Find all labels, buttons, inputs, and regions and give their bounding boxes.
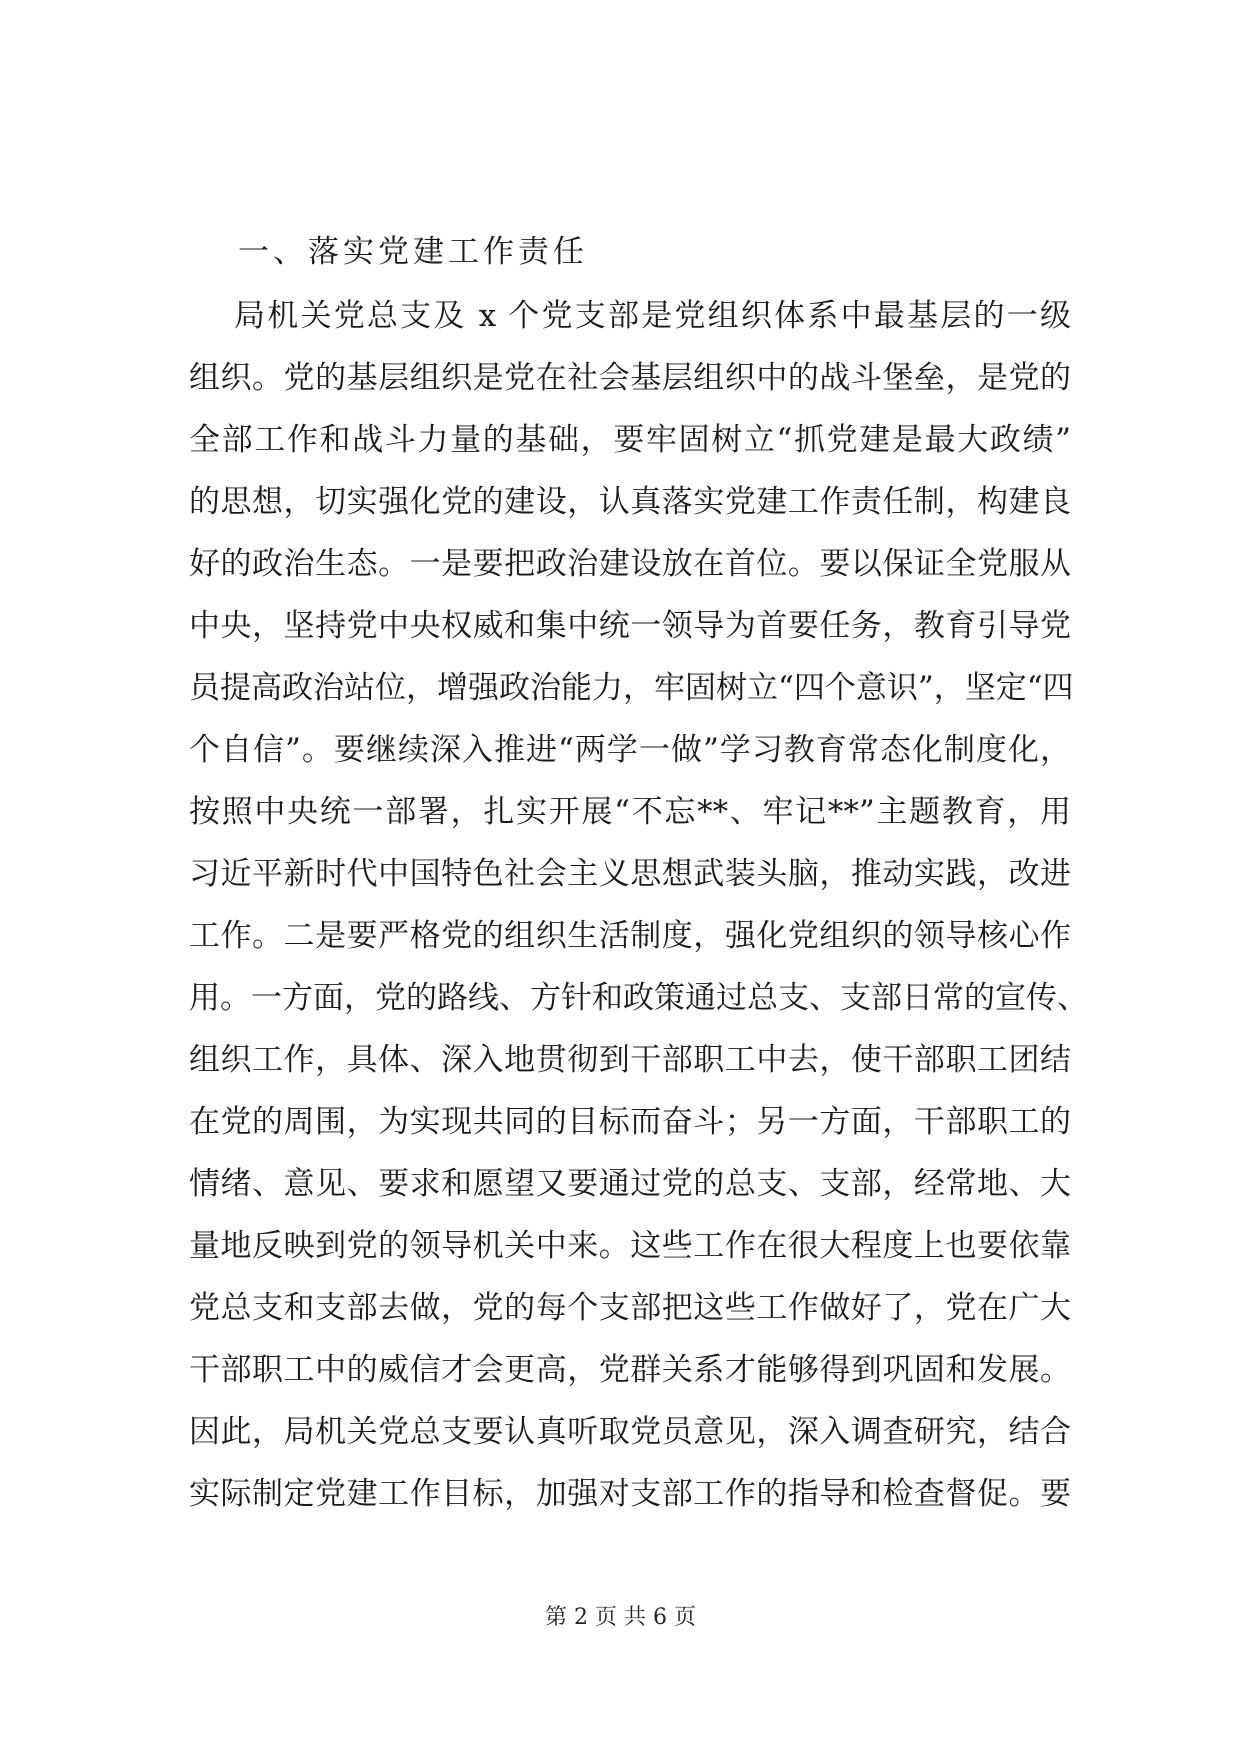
text-line: 因此，局机关党总支要认真听取党员意见，深入调查研究，结合 <box>189 1414 1071 1450</box>
text-line: 按照中央统一部署，扎实开展“不忘**、牢记**”主题教育，用 <box>189 794 1071 830</box>
text-line: 量地反映到党的领导机关中来。这些工作在很大程度上也要依靠 <box>189 1228 1071 1264</box>
text-line: 组织。党的基层组织是党在社会基层组织中的战斗堡垒，是党的 <box>189 360 1071 396</box>
text-line: 情绪、意见、要求和愿望又要通过党的总支、支部，经常地、大 <box>189 1166 1071 1202</box>
text-line: 好的政治生态。一是要把政治建设放在首位。要以保证全党服从 <box>189 546 1071 582</box>
text-line: 的思想，切实强化党的建设，认真落实党建工作责任制，构建良 <box>189 484 1071 520</box>
page-number-footer: 第 2 页 共 6 页 <box>545 1605 696 1630</box>
text-line: 在党的周围，为实现共同的目标而奋斗；另一方面，干部职工的 <box>189 1104 1071 1140</box>
text-line: 个自信”。要继续深入推进“两学一做”学习教育常态化制度化， <box>189 732 1071 768</box>
text-line: 习近平新时代中国特色社会主义思想武装头脑，推动实践，改进 <box>189 856 1071 892</box>
text-line: 工作。二是要严格党的组织生活制度，强化党组织的领导核心作 <box>189 918 1071 954</box>
text-line: 党总支和支部去做，党的每个支部把这些工作做好了，党在广大 <box>189 1290 1071 1326</box>
text-line: 干部职工中的威信才会更高，党群关系才能够得到巩固和发展。 <box>189 1352 1071 1388</box>
text-line: 用。一方面，党的路线、方针和政策通过总支、支部日常的宣传、 <box>189 980 1088 1016</box>
text-line: 中央，坚持党中央权威和集中统一领导为首要任务，教育引导党 <box>189 608 1071 644</box>
text-line: 全部工作和战斗力量的基础，要牢固树立“抓党建是最大政绩” <box>189 422 1071 458</box>
text-line: 局机关党总支及 x 个党支部是党组织体系中最基层的一级 <box>234 298 1071 334</box>
section-heading: 一、落实党建工作责任 <box>238 234 588 270</box>
text-line: 员提高政治站位，增强政治能力，牢固树立“四个意识”，坚定“四 <box>189 670 1074 706</box>
text-line: 实际制定党建工作目标，加强对支部工作的指导和检查督促。要 <box>189 1476 1071 1512</box>
text-line: 组织工作，具体、深入地贯彻到干部职工中去，使干部职工团结 <box>189 1042 1071 1078</box>
